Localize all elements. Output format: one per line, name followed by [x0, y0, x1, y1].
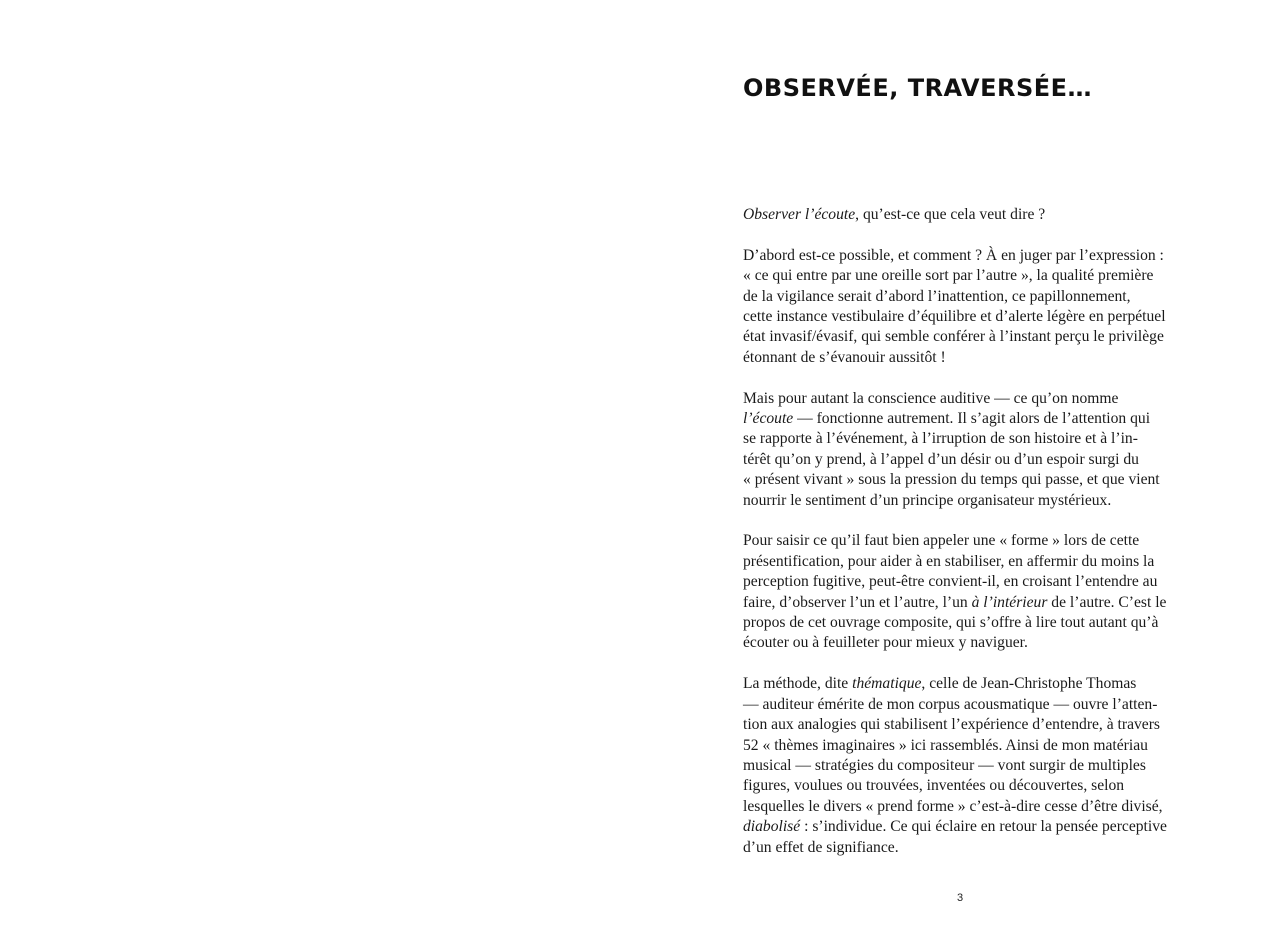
text-line: lesquelles le divers « prend forme » c’est-à-dire cesse d’être divisé, [743, 797, 1163, 815]
text-line: 52 « thèmes imaginaires » ici rassemblés. Ainsi de mon matériau [743, 736, 1148, 754]
text-line [743, 593, 1195, 613]
text-run: , celle de Jean-Christophe Thomas [921, 675, 1137, 693]
text-line [743, 674, 1195, 694]
emphasis: thématique [852, 675, 922, 693]
text-run: faire, d’observer l’un et l’autre, l’un [743, 593, 972, 611]
text-line [743, 817, 1195, 837]
text-run: : s’individue. Ce qui éclaire en retour la pensée perceptive [800, 818, 1167, 836]
text-line: état invasif/évasif, qui semble conférer à l’instant perçu le privilège [743, 328, 1164, 346]
paragraph-3 [743, 389, 1195, 511]
page-number: 3 [956, 892, 964, 904]
text-line: musical — stratégies du compositeur — vont surgir de multiples [743, 756, 1146, 774]
text-line: d’un effet de signifiance. [743, 838, 899, 856]
text-line: Mais pour autant la conscience auditive — ce qu’on nomme [743, 389, 1119, 407]
text-line: figures, voulues ou trouvées, inventées ou découvertes, selon [743, 777, 1125, 795]
text-line [743, 409, 1195, 429]
paragraph-4 [743, 531, 1195, 653]
emphasis: Observer l’écoute [743, 206, 856, 223]
text-line [743, 205, 1195, 225]
text-line: tion aux analogies qui stabilisent l’expérience d’entendre, à travers [743, 716, 1160, 734]
text-line: de la vigilance serait d’abord l’inattention, ce papillonnement, [743, 287, 1131, 305]
paragraph-2 [743, 246, 1195, 368]
emphasis: diabolisé [743, 818, 801, 836]
text-line: « présent vivant » sous la pression du temps qui passe, et que vient [743, 471, 1160, 489]
emphasis: à l’intérieur [971, 593, 1048, 611]
text-line: écouter ou à feuilleter pour mieux y naviguer. [743, 634, 1028, 652]
paragraph-1 [743, 205, 1195, 225]
text-line: perception fugitive, peut-être convient-il, en croisant l’entendre au [743, 573, 1158, 591]
text-line: D’abord est-ce possible, et comment ? À en juger par l’expression : [743, 246, 1164, 264]
text-run: La méthode, dite [743, 675, 853, 693]
text-run: de l’autre. C’est le [1047, 593, 1167, 611]
text-run: , qu’est-ce que cela veut dire ? [855, 206, 1046, 223]
paragraph-5 [743, 674, 1195, 858]
right-page [640, 0, 1280, 949]
text-line: nourrir le sentiment d’un principe organisateur mystérieux. [743, 491, 1112, 509]
text-line: — auditeur émérite de mon corpus acousmatique — ouvre l’atten- [743, 695, 1158, 713]
text-line: térêt qu’on y prend, à l’appel d’un désir ou d’un espoir surgi du [743, 450, 1139, 468]
text-line: étonnant de s’évanouir aussitôt ! [743, 348, 946, 366]
text-line: présentification, pour aider à en stabiliser, en affermir du moins la [743, 552, 1155, 570]
text-line: « ce qui entre par une oreille sort par l’autre », la qualité première [743, 267, 1154, 285]
chapter-title: OBSERVÉE, TRAVERSÉE… [743, 74, 1093, 102]
text-line: propos de cet ouvrage composite, qui s’offre à lire tout autant qu’à [743, 614, 1159, 632]
emphasis: l’écoute [743, 410, 794, 428]
body-text [743, 205, 1195, 858]
text-line: Pour saisir ce qu’il faut bien appeler une « forme » lors de cette [743, 532, 1140, 550]
text-line: se rapporte à l’événement, à l’irruption de son histoire et à l’in- [743, 430, 1138, 448]
text-run: — fonctionne autrement. Il s’agit alors de l’attention qui [793, 410, 1151, 428]
text-line: cette instance vestibulaire d’équilibre et d’alerte légère en perpétuel [743, 308, 1166, 326]
